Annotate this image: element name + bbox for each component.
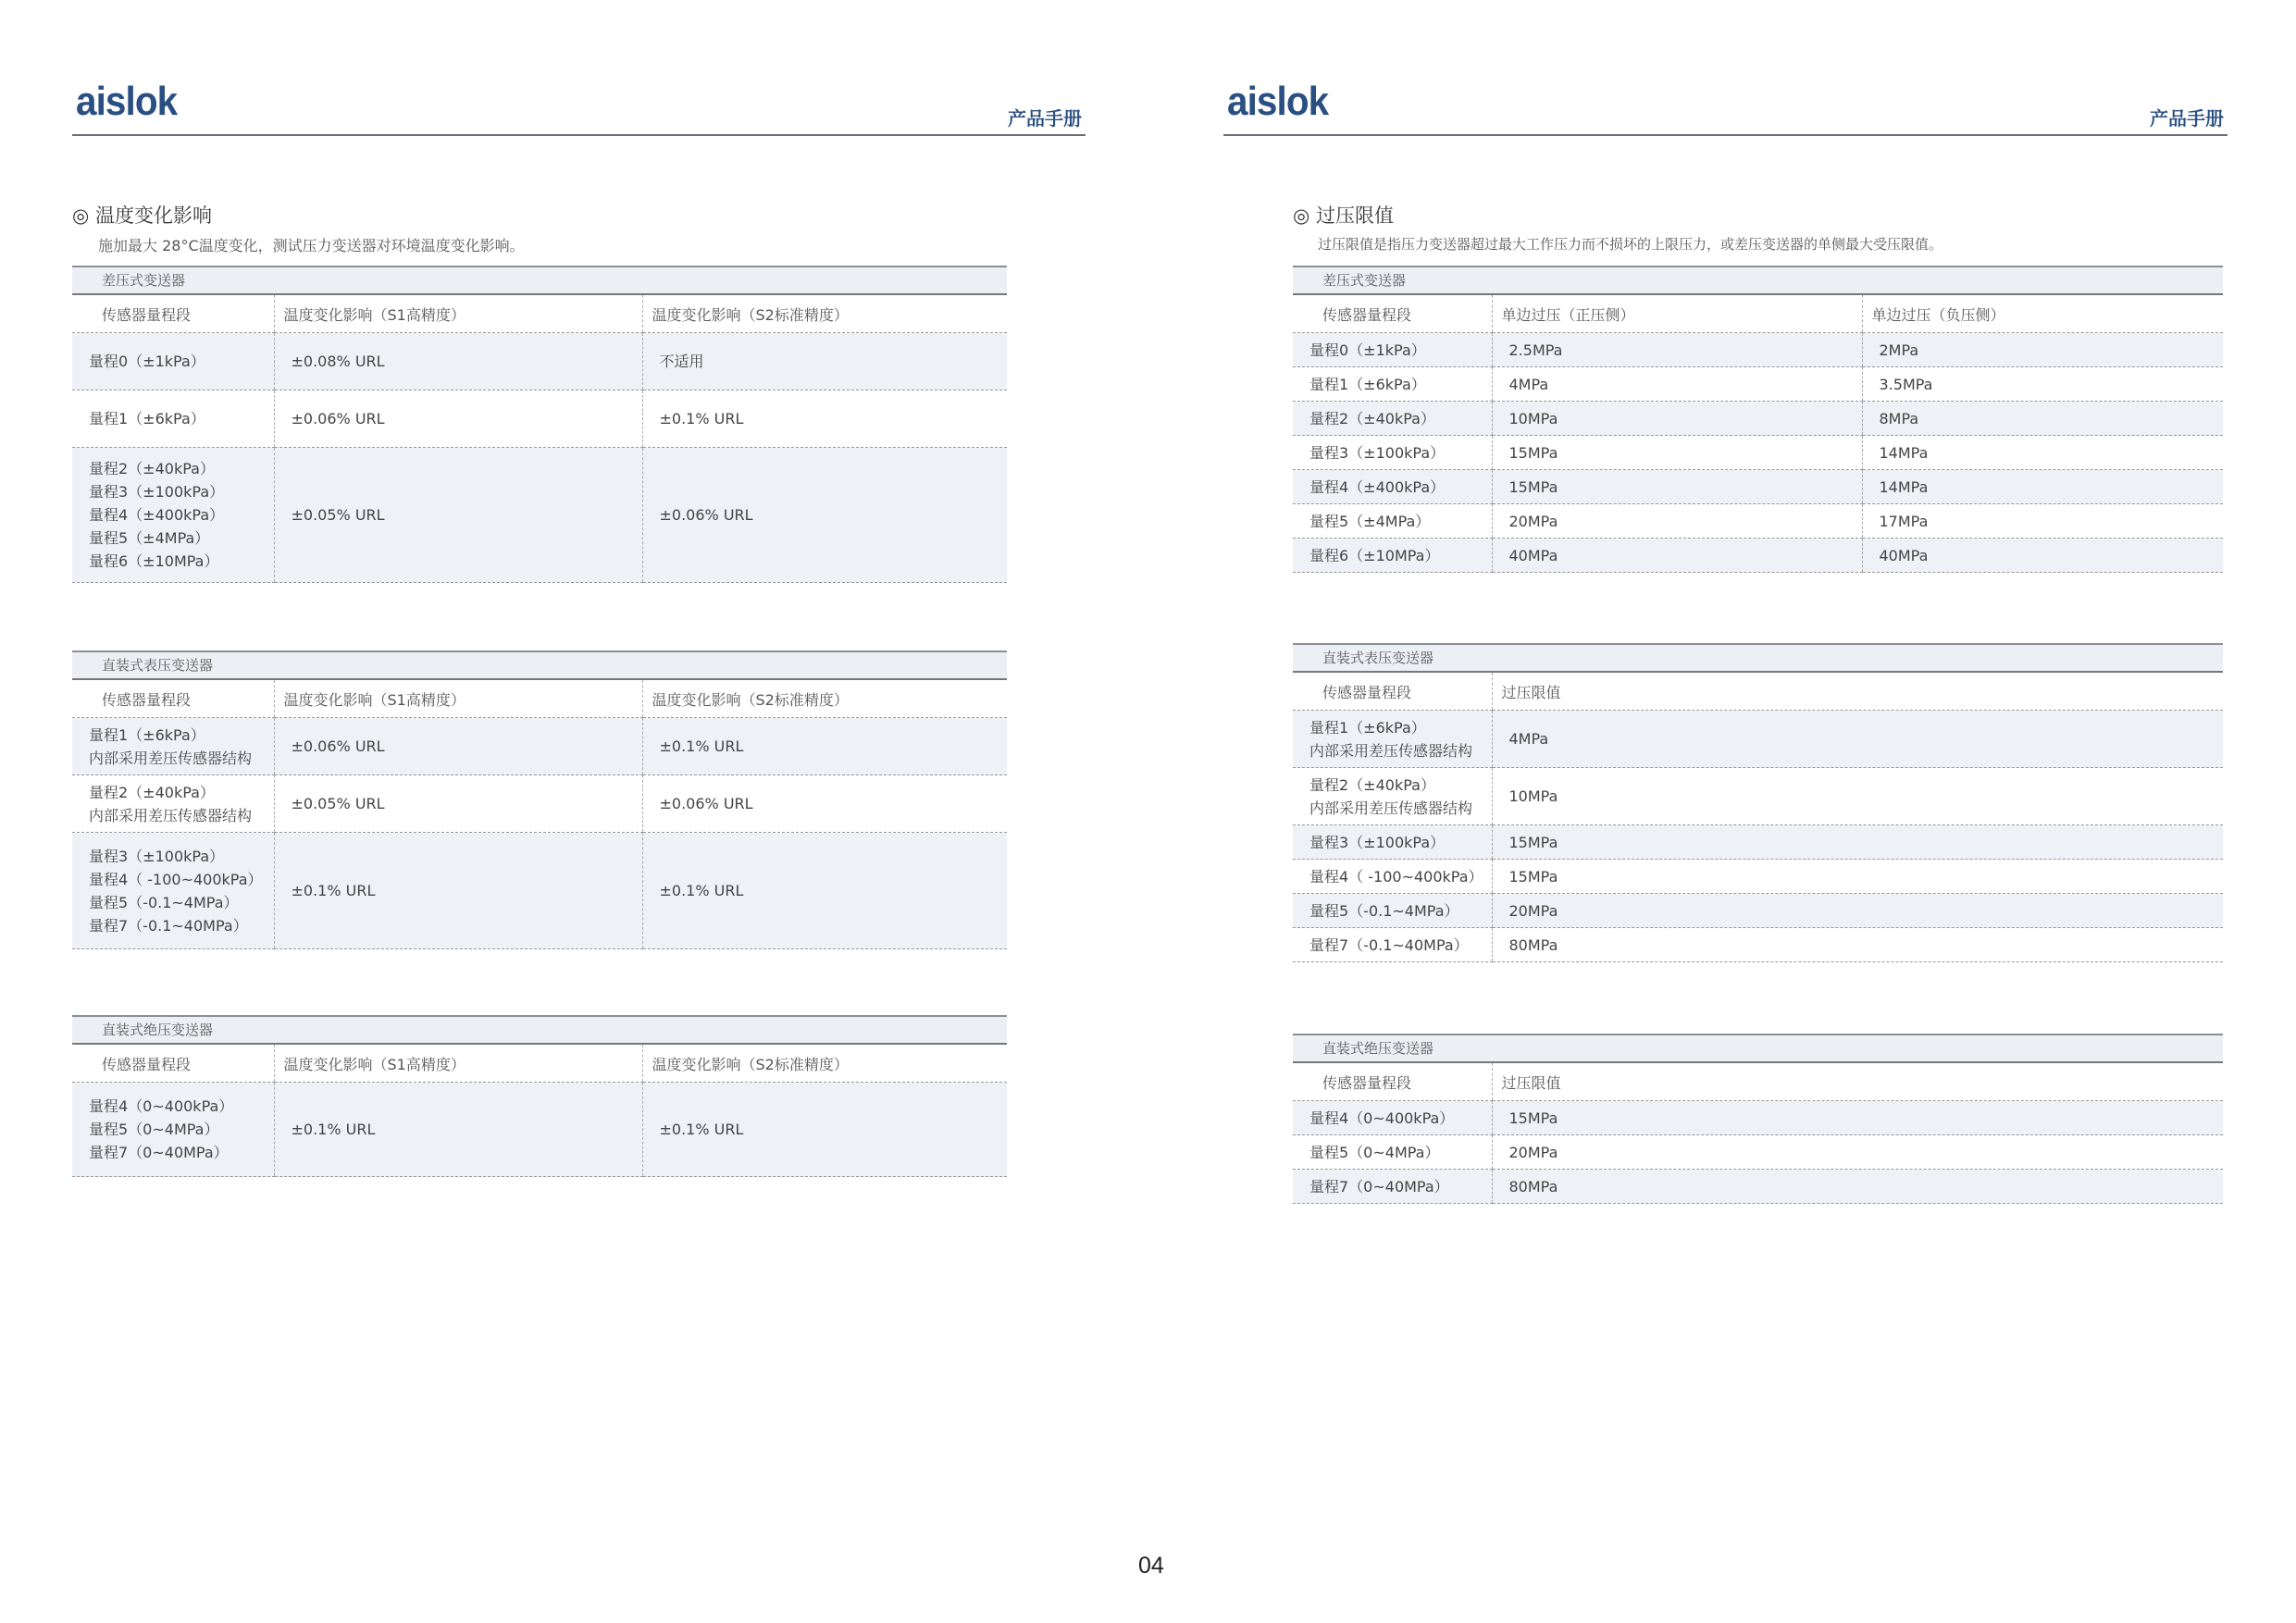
table-header-row [1293,294,2223,333]
range-cell: 量程5（-0.1~4MPa） [1293,894,1492,928]
value-cell: ±0.06% URL [642,775,1007,833]
column-header: 温度变化影响（S1高精度） [274,679,642,718]
column-header: 温度变化影响（S2标准精度） [642,679,1007,718]
value-cell: 10MPa [1492,402,1862,436]
left-page [72,0,1086,1623]
table-header-row [72,294,1007,333]
range-cell: 量程1（±6kPa） 内部采用差压传感器结构 [72,718,274,775]
range-cell: 量程2（±40kPa） [1293,402,1492,436]
value-cell: 15MPa [1492,436,1862,470]
value-cell: 15MPa [1492,1101,2223,1135]
value-cell: 80MPa [1492,928,2223,962]
table-header-row [72,1044,1007,1083]
table-row [1293,367,2223,402]
table-header-row [72,679,1007,718]
table-row [1293,539,2223,573]
column-header: 温度变化影响（S2标准精度） [642,1044,1007,1083]
right-header [1223,79,2228,136]
value-cell: 3.5MPa [1862,367,2223,402]
range-cell: 量程2（±40kPa） 量程3（±100kPa） 量程4（±400kPa） 量程5（±4MPa） 量程6（±10MPa） [72,448,274,583]
range-cell: 量程3（±100kPa） [1293,825,1492,860]
table-row [1293,333,2223,367]
table-row [72,1083,1007,1177]
table-gauge-overpressure [1293,643,2223,962]
section-title: ◎ 过压限值 [1293,204,1394,227]
spec-table [1293,293,2223,573]
value-cell: ±0.05% URL [274,775,642,833]
section-description: 施加最大 28°C温度变化，测试压力变送器对环境温度变化影响。 [98,237,525,254]
range-cell: 量程5（±4MPa） [1293,504,1492,539]
column-header: 温度变化影响（S2标准精度） [642,294,1007,333]
value-cell: ±0.1% URL [642,718,1007,775]
table-header-row [1293,1062,2223,1101]
value-cell: ±0.06% URL [274,718,642,775]
table-title: 差压式变送器 [72,266,1007,293]
table-row [1293,894,2223,928]
value-cell: 20MPa [1492,894,2223,928]
table-absolute-temp [72,1015,1007,1177]
value-cell: ±0.1% URL [274,1083,642,1177]
table-gauge-temp [72,650,1007,949]
range-cell: 量程7（0~40MPa） [1293,1170,1492,1204]
value-cell: 15MPa [1492,825,2223,860]
value-cell: 2MPa [1862,333,2223,367]
section-description: 过压限值是指压力变送器超过最大工作压力而不损坏的上限压力，或差压变送器的单侧最大受压限值。 [1318,236,1943,253]
value-cell: 17MPa [1862,504,2223,539]
manual-label: 产品手册 [2150,107,2224,130]
value-cell: ±0.06% URL [642,448,1007,583]
column-header: 单边过压（正压侧） [1492,294,1862,333]
table-row [1293,860,2223,894]
table-row [1293,436,2223,470]
range-cell: 量程2（±40kPa） 内部采用差压传感器结构 [1293,768,1492,825]
table-row [72,333,1007,390]
spec-table [1293,1061,2223,1204]
range-cell: 量程7（-0.1~40MPa） [1293,928,1492,962]
table-row [1293,928,2223,962]
table-title: 直装式表压变送器 [72,650,1007,678]
range-cell: 量程4（±400kPa） [1293,470,1492,504]
column-header: 温度变化影响（S1高精度） [274,1044,642,1083]
range-cell: 量程2（±40kPa） 内部采用差压传感器结构 [72,775,274,833]
value-cell: ±0.1% URL [642,390,1007,448]
column-header: 温度变化影响（S1高精度） [274,294,642,333]
value-cell: ±0.1% URL [642,833,1007,949]
table-title: 差压式变送器 [1293,266,2223,293]
column-header: 传感器量程段 [1293,1062,1492,1101]
table-absolute-overpressure [1293,1034,2223,1204]
spec-table [72,293,1007,583]
column-header: 传感器量程段 [72,1044,274,1083]
value-cell: 2.5MPa [1492,333,1862,367]
value-cell: ±0.1% URL [274,833,642,949]
manual-label: 产品手册 [1008,107,1082,130]
table-row [1293,1135,2223,1170]
page-number: 04 [1138,1553,1164,1579]
value-cell: ±0.08% URL [274,333,642,390]
section-title: ◎ 温度变化影响 [72,204,212,227]
range-cell: 量程4（ -100~400kPa） [1293,860,1492,894]
range-cell: 量程0（±1kPa） [1293,333,1492,367]
table-row [1293,402,2223,436]
table-row [72,775,1007,833]
value-cell: ±0.05% URL [274,448,642,583]
brand-logo: aislok [1227,79,1329,124]
table-row [72,833,1007,949]
table-row [72,448,1007,583]
value-cell: 10MPa [1492,768,2223,825]
column-header: 传感器量程段 [1293,294,1492,333]
range-cell: 量程5（0~4MPa） [1293,1135,1492,1170]
column-header: 过压限值 [1492,672,2223,711]
table-title: 直装式表压变送器 [1293,643,2223,671]
table-row [1293,711,2223,768]
value-cell: 4MPa [1492,711,2223,768]
value-cell: 20MPa [1492,1135,2223,1170]
value-cell: 14MPa [1862,470,2223,504]
value-cell: 15MPa [1492,860,2223,894]
range-cell: 量程4（0~400kPa） 量程5（0~4MPa） 量程7（0~40MPa） [72,1083,274,1177]
table-row [1293,470,2223,504]
table-row [1293,768,2223,825]
spec-table [72,678,1007,949]
column-header: 过压限值 [1492,1062,2223,1101]
value-cell: 40MPa [1492,539,1862,573]
column-header: 传感器量程段 [1293,672,1492,711]
range-cell: 量程0（±1kPa） [72,333,274,390]
table-differential-temp [72,266,1007,583]
range-cell: 量程1（±6kPa） [72,390,274,448]
right-page [1223,0,2228,1623]
range-cell: 量程1（±6kPa） [1293,367,1492,402]
table-row [1293,825,2223,860]
range-cell: 量程4（0~400kPa） [1293,1101,1492,1135]
table-row [72,718,1007,775]
table-title: 直装式绝压变送器 [1293,1034,2223,1061]
table-row [1293,1170,2223,1204]
range-cell: 量程1（±6kPa） 内部采用差压传感器结构 [1293,711,1492,768]
column-header: 单边过压（负压侧） [1862,294,2223,333]
value-cell: 80MPa [1492,1170,2223,1204]
table-row [1293,504,2223,539]
range-cell: 量程3（±100kPa） 量程4（ -100~400kPa） 量程5（-0.1~4MPa） 量程7（-0.1~40MPa） [72,833,274,949]
value-cell: 14MPa [1862,436,2223,470]
value-cell: ±0.06% URL [274,390,642,448]
spec-table [1293,671,2223,962]
range-cell: 量程3（±100kPa） [1293,436,1492,470]
table-differential-overpressure [1293,266,2223,573]
table-header-row [1293,672,2223,711]
table-row [1293,1101,2223,1135]
value-cell: 20MPa [1492,504,1862,539]
table-title: 直装式绝压变送器 [72,1015,1007,1043]
value-cell: ±0.1% URL [642,1083,1007,1177]
range-cell: 量程6（±10MPa） [1293,539,1492,573]
value-cell: 4MPa [1492,367,1862,402]
column-header: 传感器量程段 [72,679,274,718]
brand-logo: aislok [76,79,178,124]
value-cell: 8MPa [1862,402,2223,436]
value-cell: 15MPa [1492,470,1862,504]
value-cell: 不适用 [642,333,1007,390]
table-row [72,390,1007,448]
value-cell: 40MPa [1862,539,2223,573]
left-header [72,79,1086,136]
column-header: 传感器量程段 [72,294,274,333]
spec-table [72,1043,1007,1177]
